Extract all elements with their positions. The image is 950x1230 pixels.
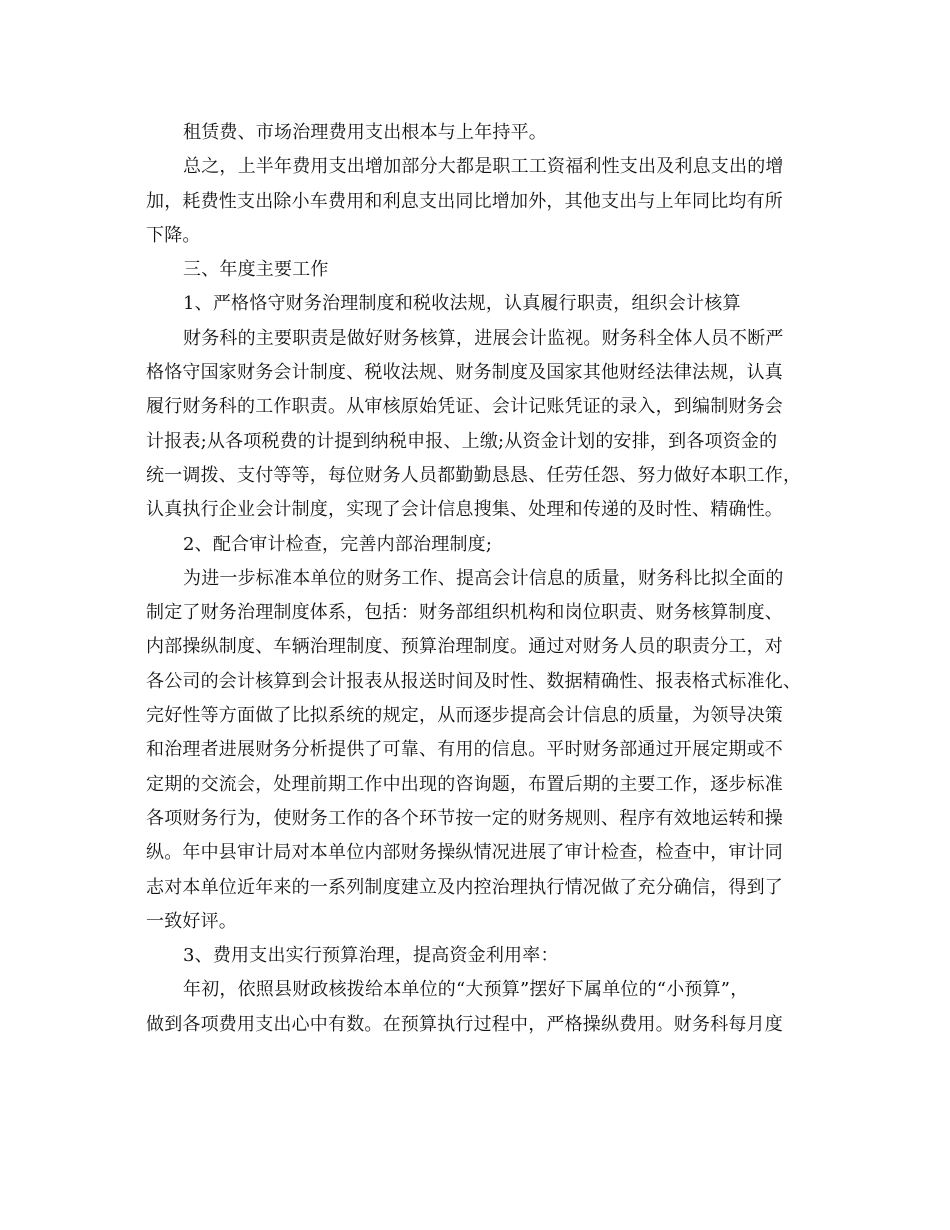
text-line: 纵。年中县审计局对本单位内部财务操纵情况进展了审计检查，检查中，审计同	[146, 842, 783, 864]
text-line: 完好性等方面做了比拟系统的规定，从而逐步提高会计信息的质量，为领导决策	[146, 705, 783, 727]
text-line: 三、年度主要工作	[183, 259, 329, 281]
text-line: 各项财务行为，使财务工作的各个环节按一定的财务规则、程序有效地运转和操	[146, 807, 783, 829]
document-body	[146, 116, 816, 1042]
text-line: 2、配合审计检查，完善内部治理制度;	[183, 533, 493, 555]
text-line: 志对本单位近年来的一系列制度建立及内控治理执行情况做了充分确信，得到了	[146, 876, 783, 898]
text-line: 年初，依照县财政核拨给本单位的“大预算”摆好下属单位的“小预算”，	[183, 979, 749, 1001]
text-line: 为进一步标准本单位的财务工作、提高会计信息的质量，财务科比拟全面的	[183, 567, 784, 589]
text-line: 制定了财务治理制度体系，包括：财务部组织机构和岗位职责、财务核算制度、	[146, 602, 783, 624]
text-line: 各公司的会计核算到会计报表从报送时间及时性、数据精确性、报表格式标准化、	[146, 670, 802, 692]
text-line: 和治理者进展财务分析提供了可靠、有用的信息。平时财务部通过开展定期或不	[146, 739, 783, 761]
text-line: 内部操纵制度、车辆治理制度、预算治理制度。通过对财务人员的职责分工，对	[146, 636, 783, 658]
text-line: 下降。	[146, 224, 201, 246]
text-line: 加，耗费性支出除小车费用和利息支出同比增加外，其他支出与上年同比均有所	[146, 190, 783, 212]
text-line: 租赁费、市场治理费用支出根本与上年持平。	[183, 122, 547, 143]
text-line: 履行财务科的工作职责。从审核原始凭证、会计记账凭证的录入，到编制财务会	[146, 396, 783, 418]
text-line: 做到各项费用支出心中有数。在预算执行过程中，严格操纵费用。财务科每月度	[146, 1013, 783, 1035]
text-line: 认真执行企业会计制度，实现了会计信息搜集、处理和传递的及时性、精确性。	[146, 499, 783, 521]
text-line: 格恪守国家财务会计制度、税收法规、财务制度及国家其他财经法律法规，认真	[146, 362, 783, 384]
text-line: 一致好评。	[146, 910, 237, 932]
text-line: 1、严格恪守财务治理制度和税收法规，认真履行职责，组织会计核算	[183, 293, 741, 315]
text-line: 总之，上半年费用支出增加部分大都是职工工资福利性支出及利息支出的增	[183, 156, 784, 178]
text-line: 财务科的主要职责是做好财务核算，进展会计监视。财务科全体人员不断严	[183, 327, 784, 349]
text-line: 3、费用支出实行预算治理，提高资金利用率：	[183, 945, 559, 967]
text-line: 定期的交流会，处理前期工作中出现的咨询题，布置后期的主要工作，逐步标准	[146, 773, 783, 795]
text-line: 计报表;从各项税费的计提到纳税申报、上缴;从资金计划的安排，到各项资金的	[146, 430, 778, 452]
text-line: 统一调拨、支付等等，每位财务人员都勤勤恳恳、任劳任怨、努力做好本职工作，	[146, 464, 802, 486]
